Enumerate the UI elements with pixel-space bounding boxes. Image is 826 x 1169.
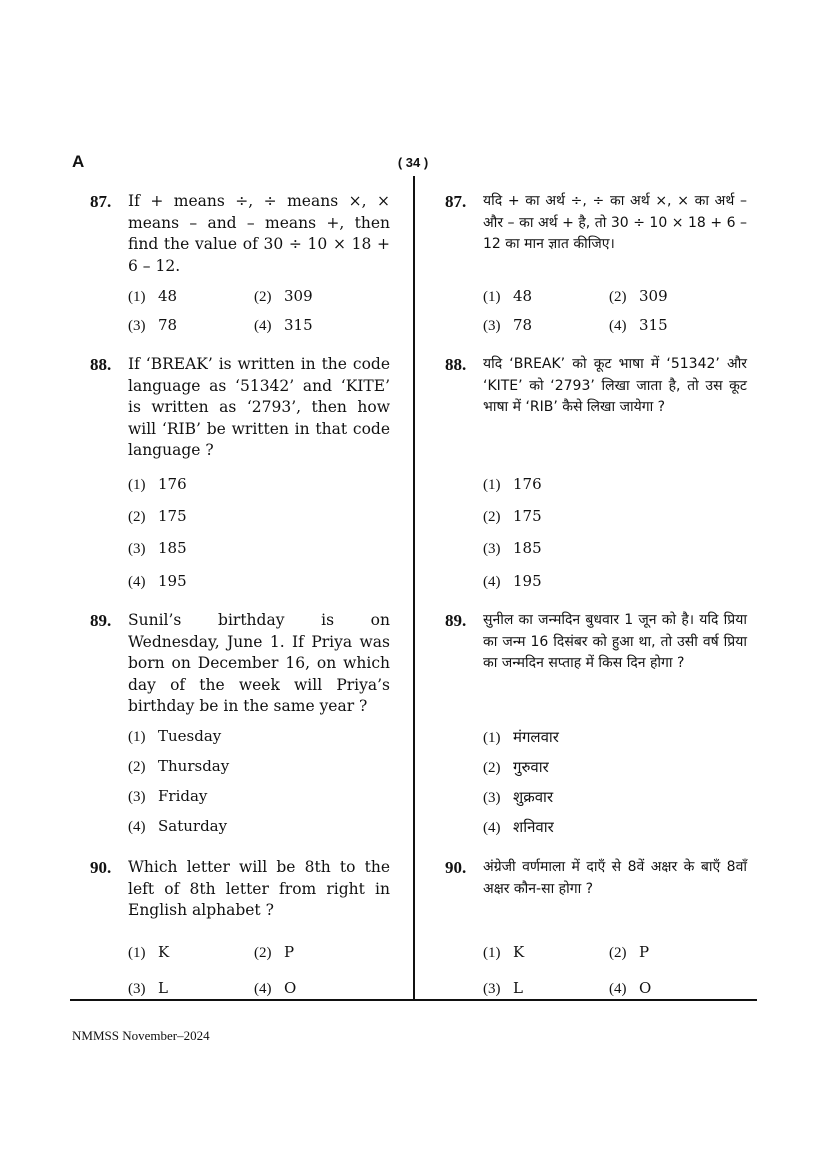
option-3 — [483, 316, 532, 335]
option-number: (4) — [254, 318, 272, 334]
question-text: अंग्रेजी वर्णमाला में दाएँ से 8वें अक्षर के बाएँ 8वाँ अक्षर कौन-सा होगा ? — [483, 859, 747, 897]
question-number: 88. — [445, 355, 467, 374]
option-value: गुरुवार — [513, 758, 549, 776]
option-value: 309 — [284, 287, 313, 305]
option-3 — [483, 979, 523, 998]
footer-exam-name: NMMSS November–2024 — [72, 1028, 210, 1043]
question-number: 89. — [90, 611, 112, 630]
option-value: 315 — [639, 316, 668, 334]
option-4 — [128, 572, 187, 591]
option-4 — [128, 817, 227, 836]
option-value: Thursday — [158, 757, 230, 775]
option-3 — [128, 539, 187, 558]
option-2 — [483, 507, 542, 526]
question-number: 87. — [90, 192, 112, 211]
option-number: (2) — [128, 509, 146, 525]
option-value: 78 — [158, 316, 178, 334]
option-number: (1) — [128, 945, 146, 961]
option-number: (3) — [483, 981, 501, 997]
option-value: 176 — [158, 475, 187, 493]
option-1 — [128, 727, 221, 746]
question-number: 90. — [445, 858, 467, 877]
option-number: (2) — [254, 945, 272, 961]
option-value: Saturday — [158, 817, 228, 835]
option-value: O — [639, 979, 652, 997]
option-2 — [128, 507, 187, 526]
option-2 — [483, 757, 549, 777]
option-value: 175 — [158, 507, 187, 525]
option-1 — [128, 287, 177, 306]
option-3 — [128, 316, 177, 335]
question-number: 87. — [445, 192, 467, 211]
option-value: 315 — [284, 316, 313, 334]
option-number: (1) — [483, 477, 501, 493]
option-value: 195 — [158, 572, 187, 590]
option-2 — [254, 943, 294, 962]
option-value: 48 — [513, 287, 533, 305]
option-value: K — [513, 943, 525, 961]
option-4 — [609, 316, 668, 335]
option-number: (3) — [128, 981, 146, 997]
option-2 — [128, 757, 229, 776]
option-number: (3) — [483, 790, 501, 806]
option-number: (4) — [609, 318, 627, 334]
option-number: (2) — [483, 509, 501, 525]
option-3 — [483, 787, 553, 807]
option-number: (3) — [128, 789, 146, 805]
option-value: 185 — [513, 539, 542, 557]
option-value: शुक्रवार — [513, 788, 554, 806]
option-value: Tuesday — [158, 727, 222, 745]
option-number: (1) — [483, 945, 501, 961]
option-number: (4) — [483, 820, 501, 836]
option-value: L — [158, 979, 168, 997]
option-4 — [483, 572, 542, 591]
question-number: 90. — [90, 858, 112, 877]
option-4 — [483, 817, 554, 837]
option-number: (3) — [483, 541, 501, 557]
question-text: Sunil’s birthday is on Wednesday, June 1. If Priya was born on December 16, on which day of the week will Priya’s birthday be in the same year ? — [128, 611, 390, 715]
option-4 — [254, 979, 296, 998]
option-value: O — [284, 979, 297, 997]
option-1 — [128, 475, 187, 494]
option-number: (1) — [483, 730, 501, 746]
option-number: (3) — [128, 318, 146, 334]
option-3 — [483, 539, 542, 558]
option-number: (1) — [483, 289, 501, 305]
option-2 — [254, 287, 313, 306]
option-number: (2) — [609, 289, 627, 305]
option-value: 48 — [158, 287, 178, 305]
option-number: (4) — [128, 574, 146, 590]
set-label: A — [72, 152, 85, 171]
option-value: K — [158, 943, 170, 961]
option-number: (4) — [483, 574, 501, 590]
option-number: (1) — [128, 289, 146, 305]
question-text: सुनील का जन्मदिन बुधवार 1 जून को है। यदि प्रिया का जन्म 16 दिसंबर को हुआ था, तो उसी वर्ष प्रिया का जन्मदिन सप्ताह में किस दिन होगा ? — [483, 612, 747, 671]
option-number: (2) — [254, 289, 272, 305]
option-4 — [609, 979, 651, 998]
column-divider — [413, 176, 415, 1000]
question-text: If + means ÷, ÷ means ×, × means – and – means +, then find the value of 30 ÷ 10 × 18 + 6 – 12. — [128, 192, 390, 275]
question-text: यदि ‘BREAK’ को कूट भाषा में ‘51342’ और ‘KITE’ को ‘2793’ लिखा जाता है, तो उस कूट भाषा में ‘RIB’ कैसे लिखा जायेगा ? — [483, 356, 747, 415]
bottom-rule — [70, 999, 757, 1001]
question-number: 89. — [445, 611, 467, 630]
option-1 — [128, 943, 169, 962]
option-3 — [128, 787, 207, 806]
option-number: (4) — [254, 981, 272, 997]
option-1 — [483, 287, 532, 306]
option-value: 175 — [513, 507, 542, 525]
option-1 — [483, 475, 542, 494]
option-4 — [254, 316, 313, 335]
option-value: मंगलवार — [513, 728, 559, 746]
option-1 — [483, 943, 524, 962]
page-number: ( 34 ) — [397, 155, 429, 170]
option-value: 195 — [513, 572, 542, 590]
option-number: (1) — [128, 477, 146, 493]
option-3 — [128, 979, 168, 998]
option-number: (2) — [483, 760, 501, 776]
option-number: (3) — [483, 318, 501, 334]
option-number: (4) — [609, 981, 627, 997]
question-text: If ‘BREAK’ is written in the code language as ‘51342’ and ‘KITE’ is written as ‘2793’, then how will ‘RIB’ be written in that code language ? — [128, 355, 390, 459]
option-number: (1) — [128, 729, 146, 745]
option-value: 176 — [513, 475, 542, 493]
option-2 — [609, 943, 649, 962]
option-value: शनिवार — [513, 818, 554, 836]
option-value: 309 — [639, 287, 668, 305]
question-number: 88. — [90, 355, 112, 374]
option-value: P — [284, 943, 295, 961]
option-value: 185 — [158, 539, 187, 557]
option-number: (2) — [609, 945, 627, 961]
option-value: L — [513, 979, 523, 997]
question-text: यदि + का अर्थ ÷, ÷ का अर्थ ×, × का अर्थ – और – का अर्थ + है, तो 30 ÷ 10 × 18 + 6 – 12 का मान ज्ञात कीजिए। — [483, 193, 747, 252]
option-value: 78 — [513, 316, 533, 334]
option-value: P — [639, 943, 650, 961]
option-number: (3) — [128, 541, 146, 557]
option-number: (2) — [128, 759, 146, 775]
question-text: Which letter will be 8th to the left of 8th letter from right in English alphabet ? — [128, 858, 390, 919]
option-1 — [483, 727, 559, 747]
option-number: (4) — [128, 819, 146, 835]
option-value: Friday — [158, 787, 208, 805]
option-2 — [609, 287, 668, 306]
